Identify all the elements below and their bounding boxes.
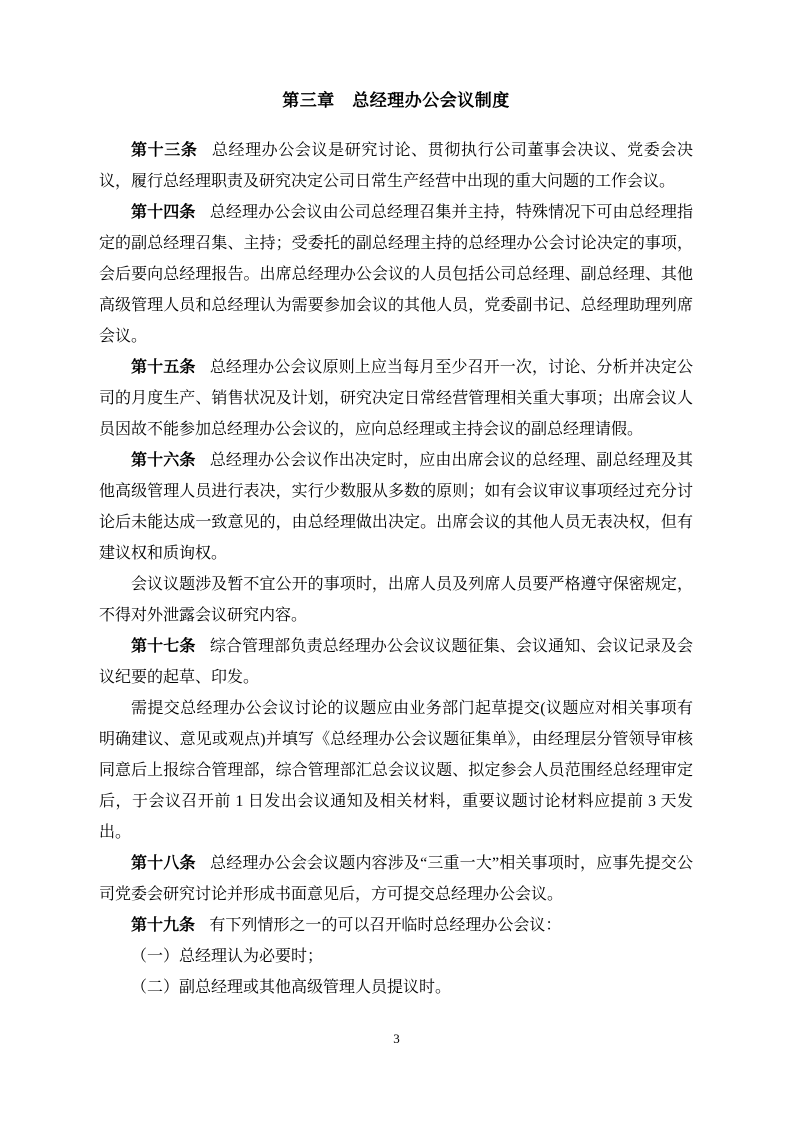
article-text: 有下列情形之一的可以召开临时总经理办公会议： bbox=[209, 917, 562, 934]
article-paragraph bbox=[99, 848, 693, 910]
document-body bbox=[99, 88, 693, 1003]
article-text: 总经理办公会会议题内容涉及“三重一大”相关事项时，应事先提交公司党委会研究讨论并形成书面意见后，方可提交总经理办公会议。 bbox=[99, 855, 693, 903]
article-number: 第十五条 bbox=[131, 359, 196, 376]
plain-paragraph bbox=[99, 693, 693, 848]
article-number: 第十六条 bbox=[131, 452, 196, 469]
article-paragraph bbox=[99, 352, 693, 445]
article-text: 综合管理部负责总经理办公会议议题征集、会议通知、会议记录及会议纪要的起草、印发。 bbox=[99, 638, 693, 686]
article-paragraph bbox=[99, 445, 693, 569]
article-text: 总经理办公会议是研究讨论、贯彻执行公司董事会决议、党委会决议，履行总经理职责及研究决定公司日常生产经营中出现的重大问题的工作会议。 bbox=[99, 142, 693, 190]
list-item bbox=[99, 941, 693, 972]
article-number: 第十八条 bbox=[131, 855, 196, 872]
article-paragraph bbox=[99, 135, 693, 197]
article-text: 会议议题涉及暂不宜公开的事项时，出席人员及列席人员要严格遵守保密规定，不得对外泄露会议研究内容。 bbox=[99, 576, 693, 624]
article-number: 第十三条 bbox=[131, 142, 198, 159]
page-number: 3 bbox=[393, 1031, 400, 1046]
article-text: 总经理办公会议由公司总经理召集并主持，特殊情况下可由总经理指定的副总经理召集、主持；受委托的副总经理主持的总经理办公会讨论决定的事项，会后要向总经理报告。出席总经理办公会议的人员包括公司总经理、副总经理、其他高级管理人员和总经理认为需要参加会议的其他人员，党委副书记、总经理助理列席会议。 bbox=[99, 204, 693, 345]
list-item-text: （一）总经理认为必要时； bbox=[131, 948, 324, 965]
article-number: 第十四条 bbox=[131, 204, 196, 221]
article-paragraph bbox=[99, 910, 693, 941]
article-text: 总经理办公会议作出决定时，应由出席会议的总经理、副总经理及其他高级管理人员进行表决，实行少数服从多数的原则；如有会议审议事项经过充分讨论后未能达成一致意见的，由总经理做出决定。出席会议的其他人员无表决权，但有建议权和质询权。 bbox=[99, 452, 693, 562]
article-text: 需提交总经理办公会议讨论的议题应由业务部门起草提交(议题应对相关事项有明确建议、意见或观点)并填写《总经理办公会议题征集单》，由经理层分管领导审核同意后上报综合管理部，综合管理部汇总会议议题、拟定参会人员范围经总经理审定后，于会议召开前 1 日发出会议通知及相关材料，重要议题讨论材料应提前 3 天发出。 bbox=[99, 700, 693, 841]
article-paragraph bbox=[99, 631, 693, 693]
list-item-text: （二）副总经理或其他高级管理人员提议时。 bbox=[131, 979, 452, 996]
article-paragraph bbox=[99, 197, 693, 352]
article-text: 总经理办公会议原则上应当每月至少召开一次，讨论、分析并决定公司的月度生产、销售状况及计划，研究决定日常经营管理相关重大事项；出席会议人员因故不能参加总经理办公会议的，应向总经理或主持会议的副总经理请假。 bbox=[99, 359, 693, 438]
chapter-heading: 第三章 总经理办公会议制度 bbox=[282, 91, 510, 110]
plain-paragraph bbox=[99, 569, 693, 631]
article-number: 第十七条 bbox=[131, 638, 196, 655]
list-item bbox=[99, 972, 693, 1003]
article-number: 第十九条 bbox=[131, 917, 196, 934]
